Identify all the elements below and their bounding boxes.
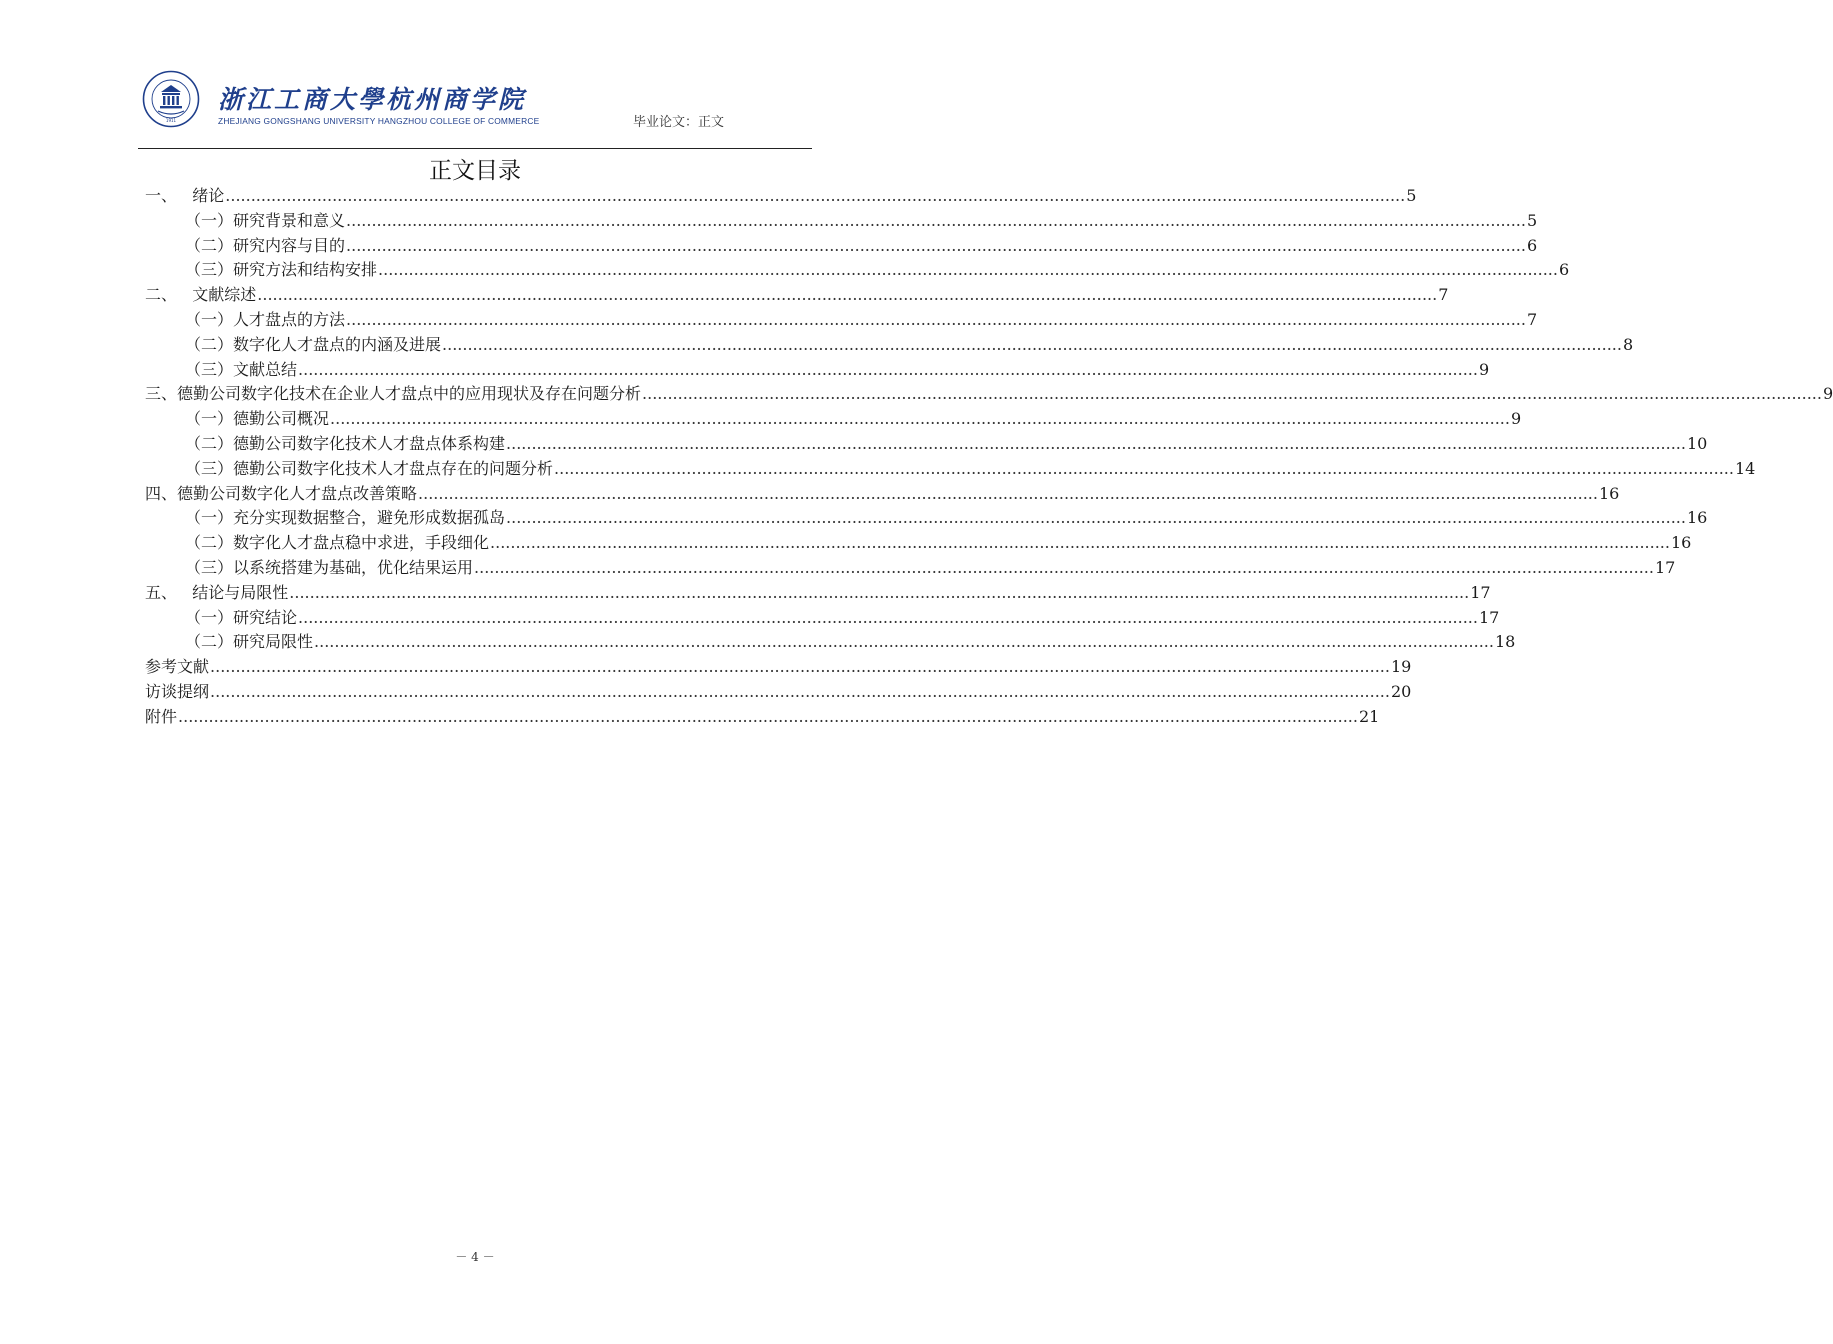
toc-entry-title: 文献综述 — [192, 285, 257, 305]
university-seal-icon — [142, 70, 200, 128]
toc-entry[interactable] — [0, 184, 1417, 209]
toc-entry-title: 参考文献 — [145, 657, 210, 677]
toc-entry-title: 研究方法和结构安排 — [233, 260, 378, 280]
toc-entry[interactable] — [0, 407, 1522, 432]
toc-entry-number: 三、 — [145, 384, 178, 404]
logo-text-cn: 浙江工商大學杭州商学院 — [218, 85, 527, 114]
toc-entry-title: 研究结论 — [233, 607, 298, 627]
toc-entry[interactable] — [0, 258, 1570, 283]
toc-entry[interactable] — [0, 630, 1516, 655]
toc-entry-title: 研究内容与目的 — [233, 235, 346, 255]
toc-entry-page: 17 — [1478, 607, 1500, 627]
toc-entry[interactable] — [0, 432, 1708, 457]
university-logotype — [218, 86, 539, 126]
toc-entry-number: （一） — [185, 508, 234, 528]
toc-entry-number: （一） — [185, 409, 234, 429]
toc-dot-leader — [178, 705, 1358, 730]
toc-dot-leader — [257, 283, 1437, 308]
toc-entry-title: 德勤公司概况 — [233, 409, 330, 429]
toc-entry-title: 以系统搭建为基础，优化结果运用 — [233, 557, 474, 577]
toc-dot-leader — [346, 234, 1526, 259]
toc-entry-title: 数字化人才盘点稳中求进，手段细化 — [233, 533, 490, 553]
page-number: － 4 － — [455, 1250, 495, 1264]
toc-dot-leader — [298, 606, 1478, 631]
toc-entry-page: 9 — [1478, 359, 1490, 379]
toc-entry-page: 19 — [1390, 657, 1412, 677]
toc-entry[interactable] — [0, 382, 1833, 407]
toc-entry-title: 德勤公司数字化技术在企业人才盘点中的应用现状及存在问题分析 — [177, 384, 642, 404]
toc-entry-page: 17 — [1470, 582, 1491, 602]
toc-entry-title: 德勤公司数字化技术人才盘点存在的问题分析 — [233, 458, 554, 478]
toc-entry-page: 18 — [1494, 632, 1516, 652]
toc-title: 正文目录 — [429, 158, 521, 184]
toc-entry-number: （二） — [185, 235, 234, 255]
toc-dot-leader — [418, 482, 1598, 507]
toc-dot-leader — [642, 382, 1822, 407]
toc-entry-number: （三） — [185, 557, 234, 577]
toc-dot-leader — [378, 258, 1558, 283]
toc-entry-page: 7 — [1438, 285, 1449, 305]
toc-entry-page: 9 — [1822, 384, 1833, 404]
toc-entry-page: 9 — [1510, 409, 1522, 429]
toc-entry-number: （一） — [185, 607, 234, 627]
toc-entry-number: 四、 — [145, 483, 178, 503]
toc-entry[interactable] — [0, 655, 1412, 680]
toc-entry-page: 16 — [1686, 508, 1708, 528]
toc-dot-leader — [314, 630, 1494, 655]
toc-entry-title: 绪论 — [192, 186, 225, 205]
toc-entry-title: 德勤公司数字化技术人才盘点体系构建 — [233, 433, 506, 453]
toc-entry[interactable] — [0, 680, 1412, 705]
toc-entry-title: 研究背景和意义 — [233, 210, 346, 230]
toc-dot-leader — [506, 506, 1686, 531]
toc-entry-number: （三） — [185, 260, 234, 280]
toc-entry[interactable] — [0, 209, 1538, 234]
toc-entry-number: （二） — [185, 632, 234, 652]
toc-entry[interactable] — [0, 531, 1692, 556]
toc-entry[interactable] — [0, 705, 1380, 730]
toc-dot-leader — [490, 531, 1670, 556]
toc-dot-leader — [346, 308, 1526, 333]
toc-entry-page: 20 — [1390, 681, 1412, 701]
toc-entry-number: 五、 — [145, 582, 193, 602]
toc-entry[interactable] — [0, 506, 1708, 531]
toc-entry-page: 8 — [1622, 334, 1634, 354]
toc-entry-title: 附件 — [145, 706, 178, 726]
toc-dot-leader — [442, 333, 1622, 358]
toc-dot-leader — [506, 432, 1686, 457]
toc-entry-title: 德勤公司数字化人才盘点改善策略 — [177, 483, 418, 503]
toc-dot-leader — [289, 581, 1469, 606]
document-type-label: 毕业论文：正文 — [632, 115, 724, 130]
toc-dot-leader — [210, 680, 1390, 705]
toc-dot-leader — [474, 556, 1654, 581]
table-of-contents — [0, 184, 1833, 730]
toc-entry-page: 16 — [1670, 533, 1692, 553]
toc-entry-number: （二） — [185, 334, 234, 354]
toc-entry-page: 16 — [1598, 483, 1620, 503]
toc-dot-leader — [346, 209, 1526, 234]
toc-entry-title: 文献总结 — [233, 359, 298, 379]
toc-entry-title: 人才盘点的方法 — [233, 309, 346, 329]
toc-entry-title: 结论与局限性 — [192, 582, 289, 602]
toc-entry-page: 21 — [1358, 706, 1380, 726]
toc-entry-page: 5 — [1526, 210, 1538, 230]
toc-entry-number: （三） — [185, 458, 234, 478]
toc-entry[interactable] — [0, 308, 1538, 333]
toc-entry[interactable] — [0, 556, 1676, 581]
logo-text-en: ZHEJIANG GONGSHANG UNIVERSITY HANGZHOU COLLEGE OF COMMERCE — [218, 116, 540, 126]
toc-entry-title: 充分实现数据整合，避免形成数据孤岛 — [233, 508, 506, 528]
toc-dot-leader — [554, 457, 1734, 482]
toc-entry-number: （二） — [185, 533, 234, 553]
toc-entry-page: 6 — [1526, 235, 1538, 255]
toc-entry-title: 访谈提纲 — [145, 681, 210, 701]
header-divider — [138, 148, 812, 149]
toc-entry[interactable] — [0, 606, 1500, 631]
toc-entry[interactable] — [0, 283, 1449, 308]
toc-entry-page: 17 — [1654, 557, 1676, 577]
toc-entry-number: （一） — [185, 309, 234, 329]
toc-entry-page: 5 — [1406, 186, 1417, 205]
page-header — [138, 64, 812, 150]
toc-entry-number: （三） — [185, 359, 234, 379]
toc-entry[interactable] — [0, 333, 1634, 358]
toc-dot-leader — [298, 358, 1478, 383]
toc-dot-leader — [210, 655, 1390, 680]
toc-entry-number: 二、 — [145, 285, 193, 305]
toc-entry-page: 10 — [1686, 433, 1708, 453]
toc-dot-leader — [225, 184, 1405, 209]
toc-entry-title: 数字化人才盘点的内涵及进展 — [233, 334, 442, 354]
toc-entry-page: 14 — [1734, 458, 1756, 478]
toc-entry[interactable] — [0, 457, 1756, 482]
toc-entry[interactable] — [0, 234, 1538, 259]
toc-entry-page: 7 — [1526, 309, 1538, 329]
toc-entry-page: 6 — [1558, 260, 1570, 280]
toc-entry[interactable] — [0, 358, 1490, 383]
toc-entry[interactable] — [0, 581, 1491, 606]
toc-entry-title: 研究局限性 — [233, 632, 314, 652]
toc-entry-number: （一） — [185, 210, 234, 230]
toc-entry-number: 一、 — [145, 186, 193, 205]
toc-entry[interactable] — [0, 482, 1620, 507]
toc-dot-leader — [330, 407, 1510, 432]
toc-entry-number: （二） — [185, 433, 234, 453]
svg-text:1911: 1911 — [165, 118, 177, 123]
